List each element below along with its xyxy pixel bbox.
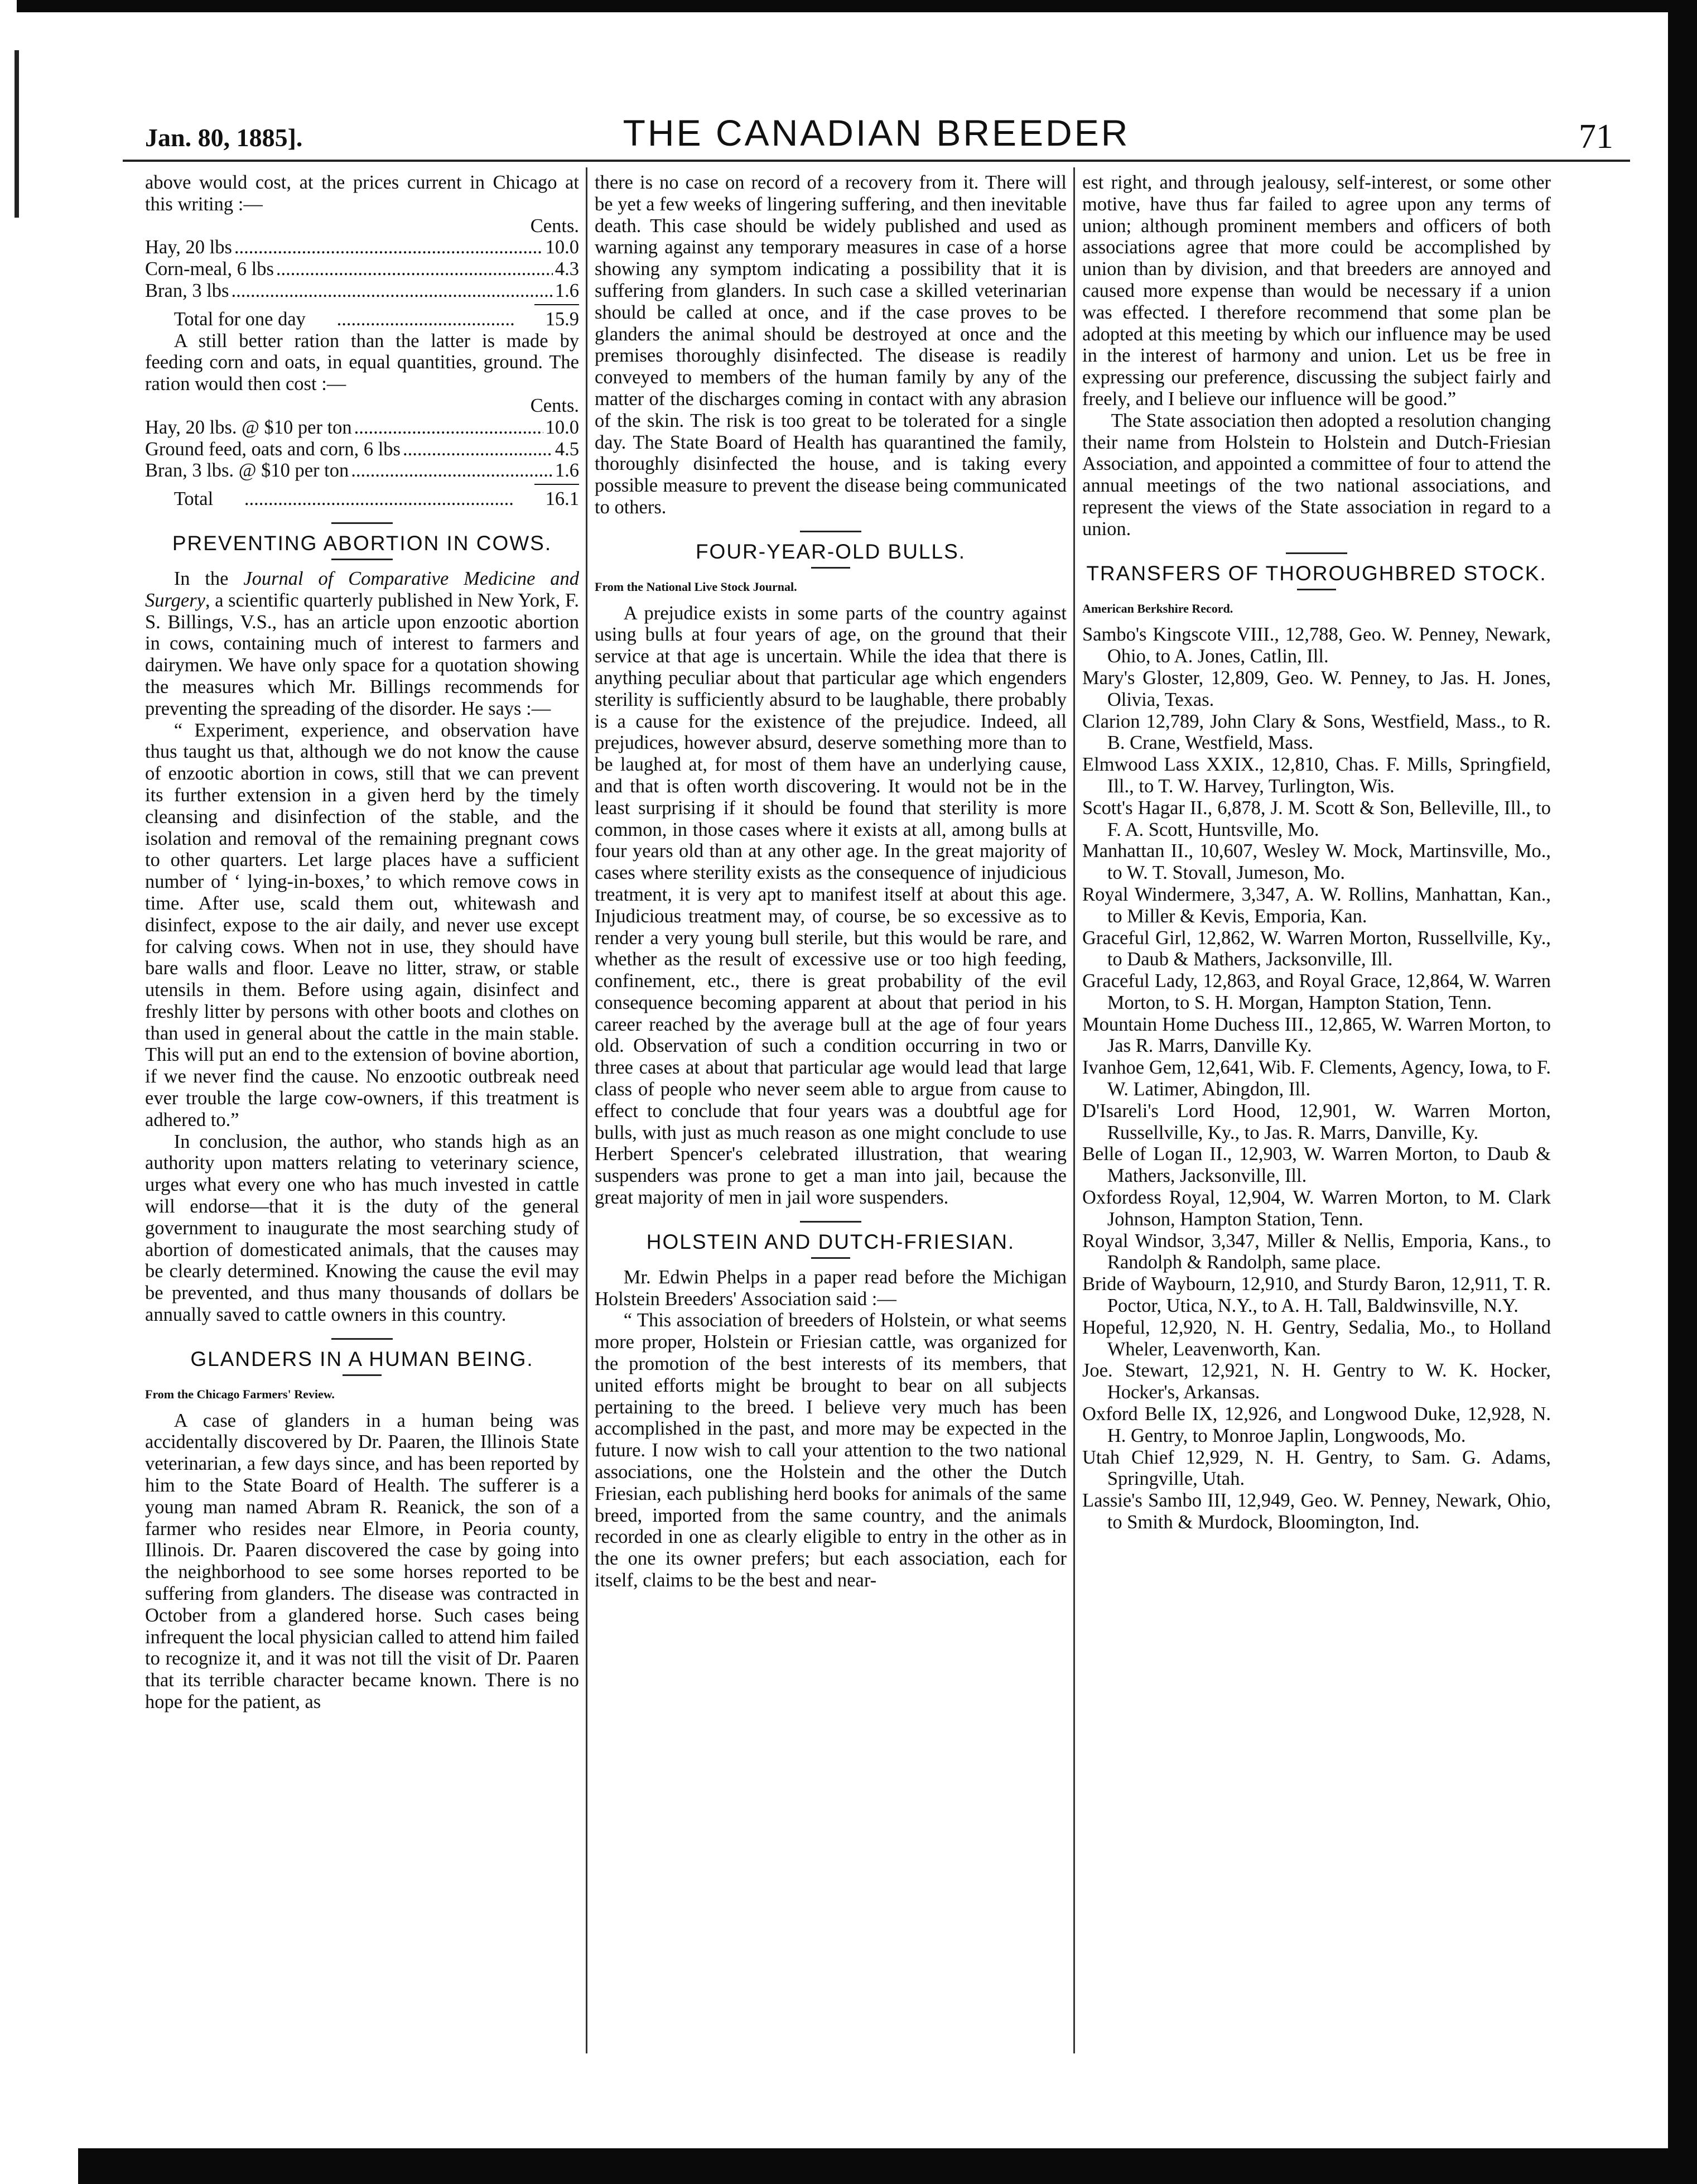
- scan-edge-top: [17, 0, 1697, 12]
- masthead-title: THE CANADIAN BREEDER: [623, 112, 1130, 153]
- cents-label: Cents.: [530, 395, 579, 416]
- list-item: Hopeful, 12,920, N. H. Gentry, Sedalia, Mo., to Holland Wheler, Leavenworth, Kan.: [1082, 1316, 1551, 1360]
- list-item: Graceful Girl, 12,862, W. Warren Morton, Russellville, Ky., to Daub & Mathers, Jacksonville, Ill.: [1082, 927, 1551, 970]
- list-item: Elmwood Lass XXIX., 12,810, Chas. F. Mills, Springfield, Ill., to T. W. Harvey, Turlington, Wis.: [1082, 754, 1551, 797]
- paragraph: Mr. Edwin Phelps in a paper read before the Michigan Holstein Breeders' Association said :—: [595, 1266, 1067, 1310]
- article-heading: HOLSTEIN AND DUTCH-FRIESIAN.: [646, 1230, 1015, 1253]
- ration-row: Ground feed, oats and corn, 6 lbs ..... 4.5: [145, 439, 579, 460]
- sum-rule: [534, 304, 579, 305]
- list-item: Belle of Logan II., 12,903, W. Warren Morton, to Daub & Mathers, Jacksonville, Ill.: [1082, 1143, 1551, 1187]
- list-item: Royal Windermere, 3,347, A. W. Rollins, Manhattan, Kan., to Miller & Kevis, Emporia, Kan.: [1082, 883, 1551, 927]
- section-rule: [1286, 552, 1347, 554]
- paragraph: A prejudice exists in some parts of the country against using bulls at four years of age, on the ground that their service at that age is uncertain. While the idea that there is anything peculiar about that particular age which engenders sterility is sufficiently absurd to be laughable, there probably is a cause for the existence of the prejudice. Indeed, all prejudices, however absurd, deserve something more than to be laughed at, for most of them have an underlying cause, and that is often worth discovering. It would not be in the least surprising if it should be found that sterility is more common, in those cases where it exists at all, among bulls at four years old than at any other age. In the great majority of cases where sterility exists as the consequence of injudicious treatment, it is very apt to manifest itself at about this age. Injudicious treatment may, of course, be so excessive as to render a very young bull sterile, but this would be rare, and whether as the result of excessive use or too high feeding, confinement, etc., there is great probability of the evil consequence becoming apparent at about that period in his career reached by the average bull at the age of four years old. Observation of such a condition occurring in two or three cases at about that particular age would lead that large class of people who never seem able to argue from cause to effect to conclude that four years was a doubtful age for bulls, with just as much reason as one might conclude to use Herbert Spencer's celebrated illustration, that wearing suspenders was prone to get a man into jail, because the great majority of men in jail wore suspenders.: [595, 602, 1067, 1209]
- article-heading: FOUR-YEAR-OLD BULLS.: [695, 540, 966, 563]
- list-item: Mountain Home Duchess III., 12,865, W. Warren Morton, to Jas R. Marrs, Danville Ky.: [1082, 1013, 1551, 1057]
- paragraph: est right, and through jealousy, self-interest, or some other motive, have thus far failed to agree upon any terms of union; although prominent members and officers of both associations agree that more could be accomplished by union than by division, and that breeders are annoyed and caused more expense than would be necessary if a union was effected. I therefore recommend that some plan be adopted at this meeting by which our influence may be used in the interest of harmony and union. Let us be free in expressing our preference, discussing the subject fairly and freely, and I believe our influence will be good.”: [1082, 172, 1551, 410]
- ration-row: Bran, 3 lbs ..... 1.6: [145, 280, 579, 302]
- column-rule: [586, 167, 587, 2053]
- cents-label: Cents.: [530, 215, 579, 237]
- sum-rule: [534, 484, 579, 485]
- article-heading: GLANDERS IN A HUMAN BEING.: [190, 1347, 534, 1370]
- section-rule: [331, 522, 393, 524]
- paragraph: A case of glanders in a human being was accidentally discovered by Dr. Paaren, the Illinois State veterinarian, a few days since, and has been reported by him to the State Board of Health. The sufferer is a young man named Abram R. Reanick, the son of a farmer who resides near Elmore, in Peoria county, Illinois. Dr. Paaren discovered the case by going into the neighborhood to see some horses reported to be suffering from glanders. The disease was contracted in October from a glandered horse. Such cases being infrequent the local physician called to attend him failed to recognize it, and it was not till the visit of Dr. Paaren that its terrible character became known. There is no hope for the patient, as: [145, 1410, 579, 1712]
- column-1: [145, 172, 579, 2047]
- article-source: From the Chicago Farmers' Review.: [145, 1387, 335, 1401]
- list-item: Lassie's Sambo III, 12,949, Geo. W. Penney, Newark, Ohio, to Smith & Murdock, Bloomington, Ind.: [1082, 1490, 1551, 1533]
- column-2: [595, 172, 1067, 2047]
- column-rule: [1073, 167, 1075, 2053]
- section-rule: [331, 559, 393, 560]
- journal-title: Journal of Comparative Medicine and Surgery: [145, 567, 579, 611]
- list-item: Ivanhoe Gem, 12,641, Wib. F. Clements, Agency, Iowa, to F. W. Latimer, Abingdon, Ill.: [1082, 1057, 1551, 1100]
- list-item: Sambo's Kingscote VIII., 12,788, Geo. W. Penney, Newark, Ohio, to A. Jones, Catlin, Ill.: [1082, 624, 1551, 667]
- paragraph: In the Journal of Comparative Medicine and Surgery, a scientific quarterly published in New York, F. S. Billings, V.S., has an article upon enzootic abortion in cows, containing much of interest to farmers and dairymen. We have only space for a quotation showing the measures which Mr. Billings recommends for preventing the spreading of the disorder. He says :—: [145, 567, 579, 719]
- list-item: Manhattan II., 10,607, Wesley W. Mock, Martinsville, Mo., to W. T. Stovall, Jumeson, Mo.: [1082, 840, 1551, 884]
- ration-row: Hay, 20 lbs. @ $10 per ton ..... 10.0: [145, 417, 579, 439]
- article-heading: TRANSFERS OF THOROUGHBRED STOCK.: [1086, 561, 1547, 585]
- article-source: American Berkshire Record.: [1082, 601, 1233, 615]
- ration-row: Bran, 3 lbs. @ $10 per ton ..... 1.6: [145, 460, 579, 482]
- list-item: Graceful Lady, 12,863, and Royal Grace, 12,864, W. Warren Morton, to S. H. Morgan, Hampton Station, Tenn.: [1082, 970, 1551, 1013]
- quotation: “ This association of breeders of Holstein, or what seems more proper, Holstein or Friesian cattle, was organized for the promotion of the best interests of its members, that united efforts might be brought to bear on all subjects pertaining to the breed. I believe very much has been accomplished in the past, and more may be expected in the future. I now wish to call your attention to the two national associations, one the Holstein and the other the Dutch Friesian, each publishing herd books for animals of the same breed, imported from the same country, and the animals recorded in one as clearly eligible to entry in the other as in the one its owner prefers; but each association, each for itself, claims to be the best and near-: [595, 1310, 1067, 1591]
- section-rule: [811, 567, 850, 569]
- list-item: Joe. Stewart, 12,921, N. H. Gentry to W. K. Hocker, Hocker's, Arkansas.: [1082, 1360, 1551, 1403]
- list-item: Mary's Gloster, 12,809, Geo. W. Penney, to Jas. H. Jones, Olivia, Texas.: [1082, 667, 1551, 710]
- paragraph: A still better ration than the latter is made by feeding corn and oats, in equal quantities, ground. The ration would then cost :—: [145, 330, 579, 395]
- list-item: Clarion 12,789, John Clary & Sons, Westfield, Mass., to R. B. Crane, Westfield, Mass.: [1082, 710, 1551, 754]
- page-header: [123, 100, 1630, 162]
- list-item: Royal Windsor, 3,347, Miller & Nellis, Emporia, Kans., to Randolph & Randolph, same place.: [1082, 1230, 1551, 1273]
- ration-total: Total ..... 16.1: [145, 488, 579, 510]
- list-item: Oxfordess Royal, 12,904, W. Warren Morton, to M. Clark Johnson, Hampton Station, Tenn.: [1082, 1187, 1551, 1230]
- list-item: D'Isareli's Lord Hood, 12,901, W. Warren Morton, Russellville, Ky., to Jas. R. Marrs, Danville, Ky.: [1082, 1100, 1551, 1143]
- list-item: Scott's Hagar II., 6,878, J. M. Scott & Son, Belleville, Ill., to F. A. Scott, Huntsville, Mo.: [1082, 797, 1551, 840]
- ration-row: Hay, 20 lbs ..... 10.0: [145, 237, 579, 258]
- list-item: Bride of Waybourn, 12,910, and Sturdy Baron, 12,911, T. R. Poctor, Utica, N.Y., to A. H. Tall, Baldwinsville, N.Y.: [1082, 1273, 1551, 1317]
- header-rule: [123, 160, 1630, 162]
- list-item: Oxford Belle IX, 12,926, and Longwood Duke, 12,928, N. H. Gentry, to Monroe Japlin, Longwoods, Mo.: [1082, 1403, 1551, 1446]
- scan-edge-right: [1668, 0, 1697, 2184]
- transfer-list: [1082, 624, 1551, 1533]
- article-heading: PREVENTING ABORTION IN COWS.: [172, 531, 552, 555]
- section-rule: [331, 1338, 393, 1340]
- section-rule: [811, 1257, 850, 1259]
- issue-date: Jan. 80, 1885].: [145, 123, 303, 152]
- page-number: 71: [1579, 118, 1613, 156]
- ration-table-2: [145, 417, 579, 510]
- paragraph: there is no case on record of a recovery from it. There will be yet a few weeks of lingering suffering, and then inevitable death. This case should be widely published and used as warning against any temporary measures in case of a horse showing any symptom indicating a possibility that it is suffering from glanders. In such case a skilled veterinarian should be called at once, and if the case proves to be glanders the animal should be destroyed at once and the premises thoroughly disinfected. The disease is readily conveyed to members of the human family by any of the matter of the discharges coming in contact with any abrasion of the skin. The risk is too great to be tolerated for a single day. The State Board of Health has quarantined the family, thoroughly disinfected the house, and is taking every possible measure to prevent the disease being communicated to others.: [595, 172, 1067, 518]
- scan-edge-left: [15, 50, 19, 218]
- section-rule: [800, 531, 861, 532]
- section-rule: [1297, 589, 1336, 590]
- ration-table-1: [145, 237, 579, 330]
- quotation: “ Experiment, experience, and observation have thus taught us that, although we do not know the cause of enzootic abortion in cows, still that we can prevent its further extension in a given herd by the timely cleansing and disinfection of the stable, and the isolation and removal of the remaining pregnant cows to other quarters. Let large places have a sufficient number of ‘ lying-in-boxes,’ to which remove cows in time. After use, scald them out, whitewash and disinfect, expose to the air daily, and never use except for calving cows. When not in use, they should have bare walls and floor. Leave no litter, straw, or stable utensils in them. Before using again, disinfect and freshly litter by persons with other boots and clothes on than used in general about the cattle in the main stable. This will put an end to the extension of bovine abortion, if we never find the cause. No enzootic outbreak need ever trouble the large cow-owners, if this treatment is adhered to.”: [145, 719, 579, 1131]
- ration-intro: above would cost, at the prices current in Chicago at this writing :—: [145, 172, 579, 215]
- article-source: From the National Live Stock Journal.: [595, 579, 797, 594]
- scan-edge-bottom: [78, 2148, 1697, 2184]
- list-item: Utah Chief 12,929, N. H. Gentry, to Sam. G. Adams, Springville, Utah.: [1082, 1446, 1551, 1490]
- column-3: [1082, 172, 1551, 2047]
- section-rule: [343, 1374, 382, 1376]
- ration-total: Total for one day ..... 15.9: [145, 309, 579, 330]
- ration-row: Corn-meal, 6 lbs ..... 4.3: [145, 258, 579, 280]
- section-rule: [800, 1221, 861, 1223]
- paragraph: In conclusion, the author, who stands high as an authority upon matters relating to veterinary science, urges what every one who has much invested in cattle will endorse—that it is the duty of the general government to inaugurate the most searching study of abortion of domesticated animals, that the causes may be clearly determined. Knowing the cause the evil may be prevented, and thus many thousands of dollars be annually saved to cattle owners in this country.: [145, 1131, 579, 1326]
- paragraph: The State association then adopted a resolution changing their name from Holstein to Holstein and Dutch-Friesian Association, and appointed a committee of four to attend the annual meetings of the two national associations, and represent the views of the State association in regard to a union.: [1082, 410, 1551, 540]
